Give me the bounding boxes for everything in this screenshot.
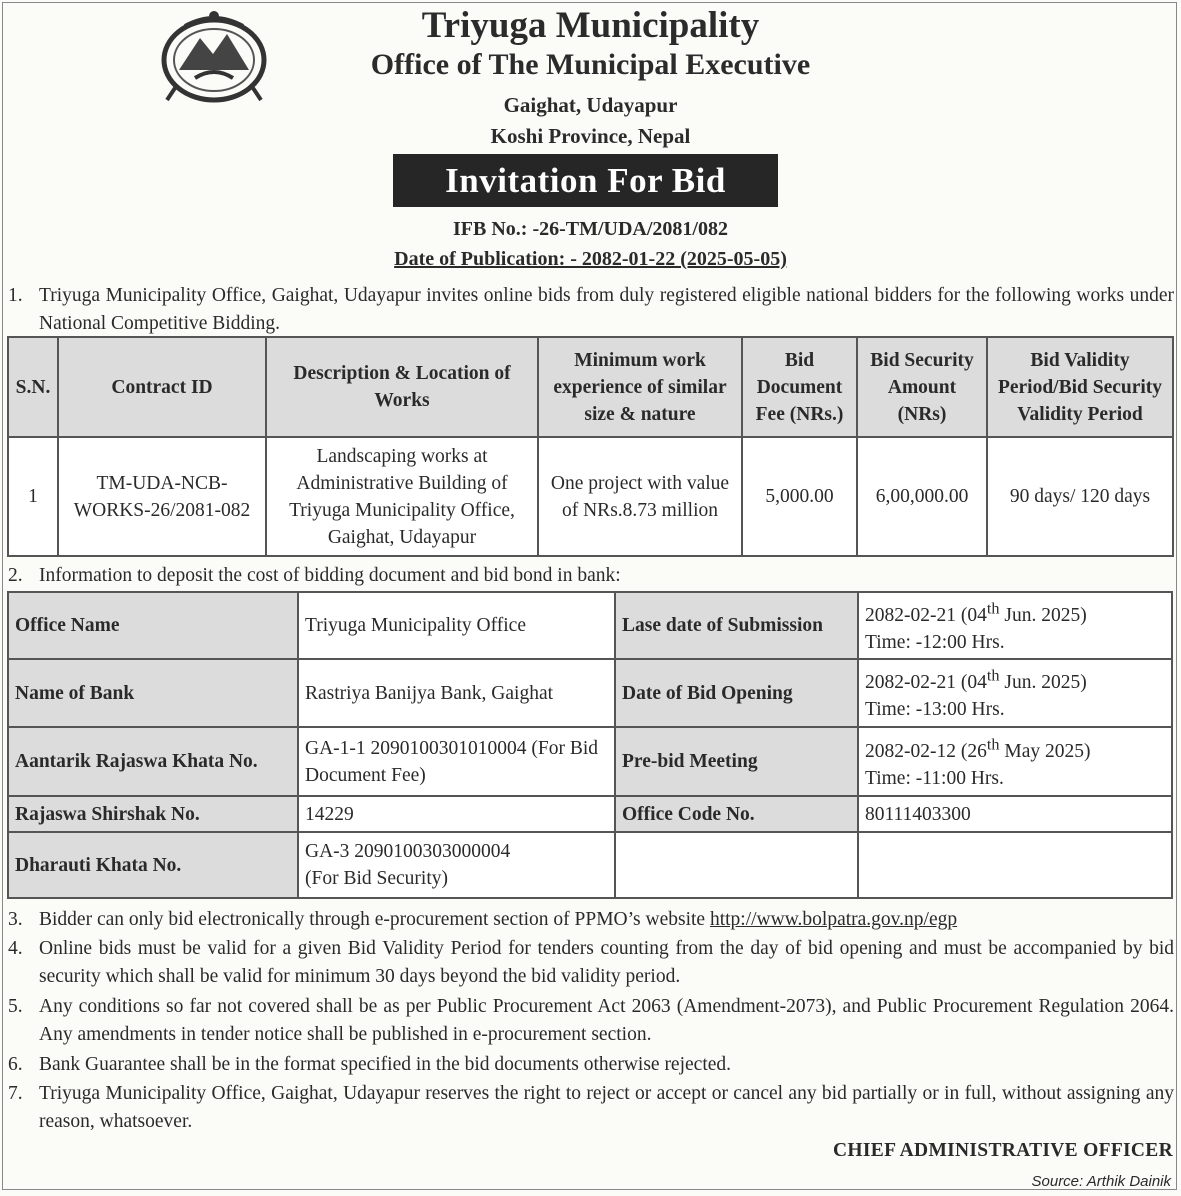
col-doc-fee: Bid Document Fee (NRs.) [742,337,857,437]
signatory: CHIEF ADMINISTRATIVE OFFICER [833,1140,1173,1161]
bid-opening-date [865,666,1087,694]
office-code-label: Office Code No. [615,796,858,832]
table-row [8,437,1173,556]
col-security: Bid Security Amount (NRs) [857,337,987,437]
table-row [8,796,1172,832]
empty-cell [858,832,1172,898]
shirshak-value: 14229 [298,796,615,832]
date-part: 2082-02-21 (04 [865,604,987,626]
publication-date [0,248,1181,271]
office-name-label: Office Name [8,592,298,659]
cell-sn: 1 [8,437,58,556]
paragraph-4 [8,935,1174,991]
khata-label: Aantarik Rajaswa Khata No. [8,727,298,796]
cell-description: Landscaping works at Administrative Building of Triyuga Municipality Office, Gaighat, Udayapur [266,437,538,556]
dharauti-account: GA-3 2090100303000004 [305,841,511,862]
col-sn: S.N. [8,337,58,437]
bid-table-header [8,337,1173,437]
dharauti-note: (For Bid Security) [305,868,448,889]
cell-security: 6,00,000.00 [857,437,987,556]
paragraph-7 [8,1080,1174,1136]
date-part: Jun. 2025) [999,672,1087,694]
table-row [8,832,1172,898]
office-code-value: 80111403300 [858,796,1172,832]
publication-date-text: Date of Publication: - 2082-01-22 (2025-05-05) [394,248,787,270]
bid-opening-value [858,659,1172,727]
paragraph-text: Any conditions so far not covered shall be as per Public Procurement Act 2063 (Amendment-2073), and Public Procurement Regulation 2064. Any amendments in tender notice shall be published in e-procurement section. [39,996,1174,1045]
date-suffix: th [986,666,1000,685]
table-row [8,659,1172,727]
ifb-number: IFB No.: -26-TM/UDA/2081/082 [453,218,728,240]
source-credit: Source: Arthik Dainik [1031,1173,1171,1190]
date-part: 2082-02-12 (26 [865,740,987,762]
col-description: Description & Location of Works [266,337,538,437]
paragraph-number: 1. [8,285,23,306]
date-suffix: th [986,599,1000,618]
paragraph-6 [8,1051,1174,1079]
col-validity: Bid Validity Period/Bid Security Validity Period [987,337,1173,437]
shirshak-label: Rajaswa Shirshak No. [8,796,298,832]
prebid-date [865,735,1091,762]
paragraph-text: Triyuga Municipality Office, Gaighat, Udayapur reserves the right to reject or accept or cancel any bid partially or in full, without assigning any reason, whatsoever. [39,1083,1174,1132]
paragraph-text: Information to deposit the cost of bidding document and bid bond in bank: [39,565,621,586]
table-row [8,727,1172,796]
paragraph-3 [8,906,1174,934]
address-line-1: Gaighat, Udayapur [503,93,678,117]
paragraph-1 [8,282,1174,338]
paragraph-number: 4. [8,938,23,959]
address-line-2: Koshi Province, Nepal [490,124,691,148]
paragraph-5 [8,993,1174,1049]
empty-cell [615,832,858,898]
last-submission-date [865,599,1087,626]
paragraph-number: 5. [8,996,23,1017]
cell-validity: 90 days/ 120 days [987,437,1173,556]
cell-doc-fee: 5,000.00 [742,437,857,556]
bid-opening-label: Date of Bid Opening [615,659,858,727]
prebid-label: Pre-bid Meeting [615,727,858,796]
deposit-info-table [7,591,1173,899]
bid-table [7,336,1174,557]
cell-contract-id: TM-UDA-NCB-WORKS-26/2081-082 [58,437,266,556]
paragraph-number: 6. [8,1054,23,1075]
date-part: May 2025) [999,740,1091,762]
last-submission-time: Time: -12:00 Hrs. [865,631,1005,653]
paragraph-text: Triyuga Municipality Office, Gaighat, Udayapur invites online bids from duly registered eligible national bidders for the following works under National Competitive Bidding. [39,285,1174,334]
paragraph-text [39,906,1174,934]
khata-value: GA-1-1 2090100301010004 (For Bid Document Fee) [298,727,615,796]
bid-opening-time: Time: -13:00 Hrs. [865,699,1005,721]
col-experience: Minimum work experience of similar size & nature [538,337,742,437]
table-row [8,592,1172,659]
egp-link[interactable]: http://www.bolpatra.gov.np/egp [709,909,958,930]
dharauti-value [298,832,615,898]
municipality-title: Triyuga Municipality [421,5,760,46]
paragraph-body: Bidder can only bid electronically through e-procurement section of PPMO’s website [39,909,710,930]
bank-value: Rastriya Banijya Bank, Gaighat [298,659,615,727]
date-part: Jun. 2025) [999,604,1087,626]
cell-experience: One project with value of NRs.8.73 million [538,437,742,556]
office-title: Office of The Municipal Executive [370,48,811,81]
last-submission-value [858,592,1172,659]
invitation-banner: Invitation For Bid [393,154,778,207]
paragraph-number: 7. [8,1083,23,1104]
paragraph-text: Online bids must be valid for a given Bid Validity Period for tenders counting from the day of bid opening and must be accompanied by bid security which shall be valid for minimum 30 days beyond the bid validity period. [39,938,1174,987]
last-submission-label: Lase date of Submission [615,592,858,659]
prebid-time: Time: -11:00 Hrs. [865,767,1004,789]
paragraph-2 [8,562,1174,590]
col-contract-id: Contract ID [58,337,266,437]
office-name-value: Triyuga Municipality Office [298,592,615,659]
date-part: 2082-02-21 (04 [865,672,987,694]
prebid-value [858,727,1172,796]
paragraph-number: 2. [8,565,23,586]
paragraph-number: 3. [8,909,23,930]
date-suffix: th [986,735,1000,754]
dharauti-label: Dharauti Khata No. [8,832,298,898]
bank-label: Name of Bank [8,659,298,727]
paragraph-text: Bank Guarantee shall be in the format specified in the bid documents otherwise rejected. [39,1054,732,1075]
